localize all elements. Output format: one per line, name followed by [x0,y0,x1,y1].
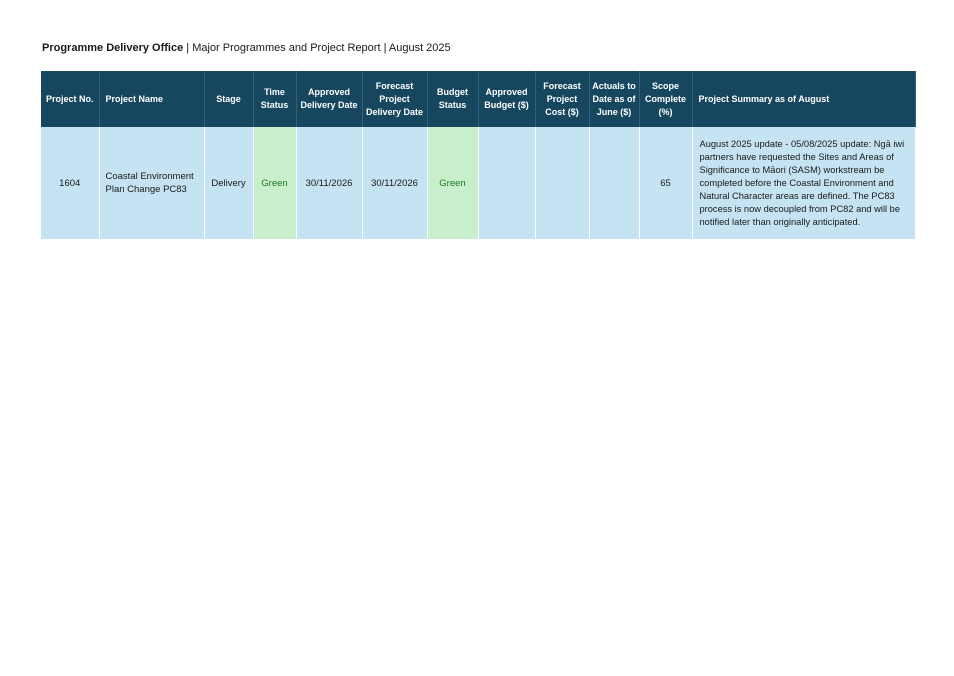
col-header-budget-status: Budget Status [427,71,478,127]
cell-time-status: Green [253,127,296,239]
cell-scope-complete: 65 [639,127,692,239]
col-header-stage: Stage [204,71,253,127]
cell-actuals-to-date [589,127,639,239]
cell-project-no: 1604 [41,127,99,239]
cell-approved-budget [478,127,535,239]
report-title [42,42,451,54]
project-report-table [41,71,916,239]
col-header-project-name: Project Name [99,71,204,127]
col-header-scope-complete: Scope Complete (%) [639,71,692,127]
office-name: Programme Delivery Office [42,42,184,54]
cell-project-summary: August 2025 update - 05/08/2025 update: Ngā iwi partners have requested the Sites and Areas of Significance to Māori (SASM) workstream be completed before the Coastal Environment and Natural Character areas are defined. The PC83 process is now decoupled from PC82 and will be notified later than originally anticipated. [692,127,915,239]
col-header-time-status: Time Status [253,71,296,127]
col-header-approved-delivery-date: Approved Delivery Date [296,71,362,127]
cell-stage: Delivery [204,127,253,239]
cell-forecast-delivery-date: 30/11/2026 [362,127,427,239]
col-header-forecast-cost: Forecast Project Cost ($) [535,71,589,127]
table-row [41,127,915,239]
title-separator: | [183,42,193,54]
cell-approved-delivery-date: 30/11/2026 [296,127,362,239]
col-header-approved-budget: Approved Budget ($) [478,71,535,127]
cell-project-name: Coastal Environment Plan Change PC83 [99,127,204,239]
cell-forecast-cost [535,127,589,239]
col-header-actuals-to-date: Actuals to Date as of June ($) [589,71,639,127]
col-header-forecast-delivery-date: Forecast Project Delivery Date [362,71,427,127]
report-subtitle: Major Programmes and Project Report | August 2025 [192,42,451,54]
cell-budget-status: Green [427,127,478,239]
header-row [41,71,915,127]
col-header-project-summary: Project Summary as of August [692,71,915,127]
col-header-project-no: Project No. [41,71,99,127]
